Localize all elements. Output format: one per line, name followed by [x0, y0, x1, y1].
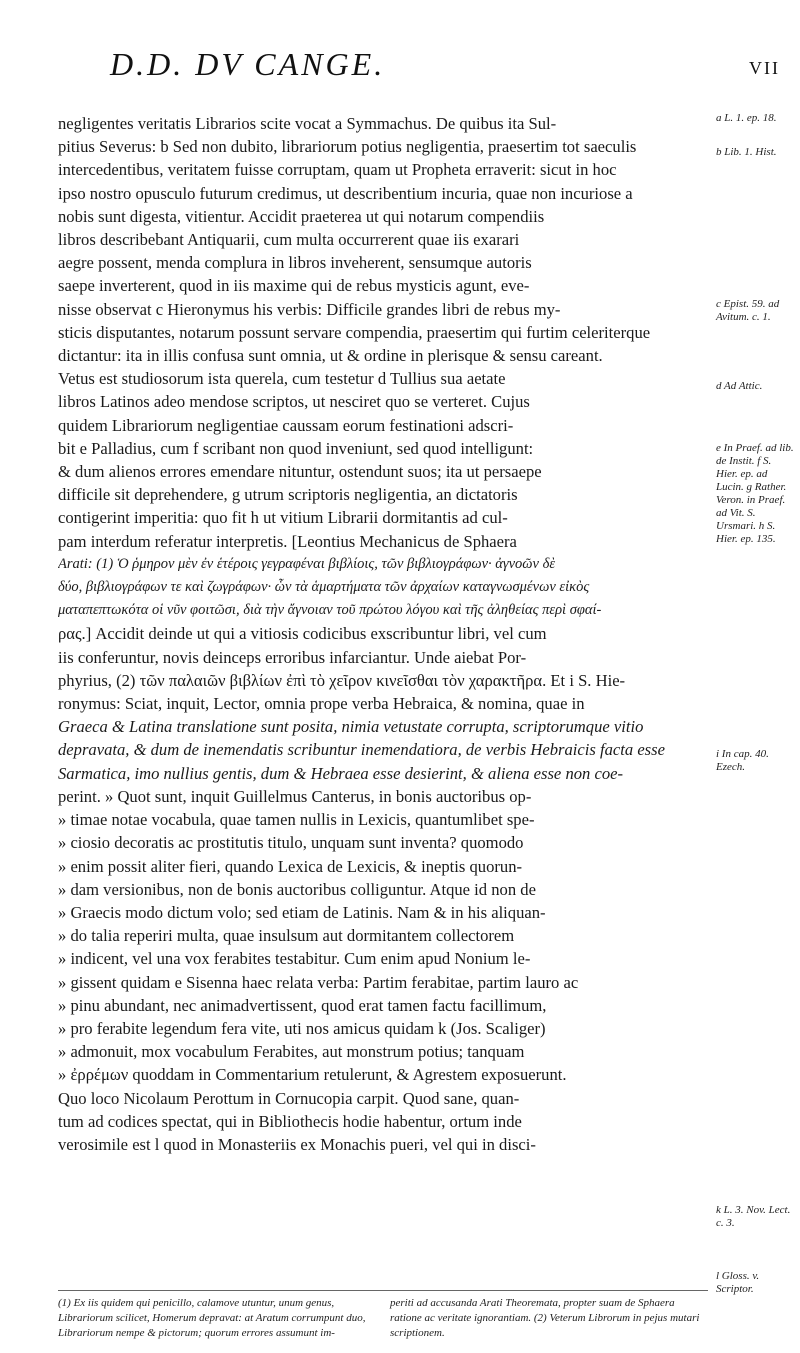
- footnote-column-left: (1) Ex iis quidem qui penicillo, calamove utuntur, unum genus, Librariorum scilicet, Homerum depravat: at Aratum corrumpunt duo, Librariorum nempe & pictorum; quorum errores assumunt im-: [58, 1297, 366, 1339]
- margin-note: a L. 1. ep. 18.: [716, 112, 777, 124]
- text-line: Quo loco Nicolaum Perottum in Cornucopia carpit. Quod sane, quan-: [58, 1088, 520, 1108]
- quote-line: » admonuit, mox vocabulum Ferabites, aut monstrum potius; tanquam: [58, 1042, 525, 1062]
- text-line: pitius Severus: b Sed non dubito, librariorum potius negligentia, praesertim tot saeculis: [58, 137, 637, 157]
- italic-line: Graeca & Latina translatione sunt posita, nimia vetustate corrupta, scriptorumque vitio: [58, 717, 644, 737]
- quote-line: » indicent, vel una vox ferabites testabitur. Cum enim apud Nonium le-: [58, 949, 531, 969]
- text-line: ρας.] Accidit deinde ut qui a vitiosis codicibus exscribuntur libri, vel cum: [58, 624, 547, 644]
- text-line: Vetus est studiosorum ista querela, cum testetur d Tullius sua aetate: [58, 369, 506, 389]
- margin-note: b Lib. 1. Hist.: [716, 146, 777, 158]
- quote-line: » pinu abundant, nec animadvertissent, quod erat tamen factu facillimum,: [58, 995, 547, 1015]
- text-line: perint. » Quot sunt, inquit Guillelmus Canterus, in bonis auctoribus op-: [58, 786, 532, 806]
- quote-line: » enim possit aliter fieri, quando Lexica de Lexicis, & ineptis quorun-: [58, 856, 523, 876]
- text-line: pam interdum referatur interpretis. [Leontius Mechanicus de Sphaera: [58, 531, 517, 551]
- greek-line: δύο, βιβλιογράφων τε καὶ ζωγράφων· ὧν τὰ ἁμαρτήματα τῶν ἀρχαίων καταγνωσμένων εἰκὸς: [58, 579, 590, 596]
- text-line: negligentes veritatis Librarios scite vocat a Symmachus. De quibus ita Sul-: [58, 114, 557, 133]
- margin-note: e In Praef. ad lib. de Instit. f S. Hier. ep. ad Lucin. g Rather. Veron. in Praef. ad Vit. S. Ursmari. h S. Hier. ep. 135.: [716, 442, 794, 545]
- body-paragraph: [58, 112, 708, 1156]
- quote-line: » ciosio decoratis ac prostitutis titulo, unquam sunt inventa? quomodo: [58, 833, 524, 853]
- text-line: dictantur: ita in illis confusa sunt omnia, ut & ordine in plerisque & sensu careant.: [58, 346, 603, 366]
- greek-line: ματαπεπτωκότα οἱ νῦν φοιτῶσι, διὰ τὴν ἄγνοιαν τοῦ πρώτου λόγου καὶ τῆς ἀληθείας περὶ σφαί-: [58, 602, 602, 619]
- main-text: [58, 112, 708, 1156]
- italic-line: depravata, & dum de inemendatis scribuntur inemendatiora, de verbis Hebraicis facta esse: [58, 740, 665, 760]
- quote-line: » do talia reperiri multa, quae insulsum aut dormitantem collectorem: [58, 926, 515, 946]
- text-line: aegre possent, menda complura in libros inveherent, sensumque autoris: [58, 253, 532, 273]
- quote-line: » Graecis modo dictum volo; sed etiam de Latinis. Nam & in his aliquan-: [58, 902, 546, 922]
- footnote-column-right: periti ad accusanda Arati Theoremata, propter suam de Sphaera ratione ac veritate ignorantiam. (2) Veterum Librorum in pejus mutari scriptionem.: [390, 1297, 700, 1339]
- text-line: difficile sit deprehendere, g utrum scriptoris negligentia, an dictatoris: [58, 485, 518, 505]
- greek-line: Arati: (1) Ὁ ῥμηρον μὲν ἐν ἑτέροις γεγραφέναι βιβλίοις, τῶν βιβλιογράφων· ἀγνοῶν δὲ: [58, 555, 556, 572]
- text-line: ipso nostro opusculo futurum credimus, ut describentium incuria, quae non incuriose a: [58, 183, 633, 203]
- text-line: phyrius, (2) τῶν παλαιῶν βιβλίων ἐπὶ τὸ χεῖρον κινεῖσθαι τὸν χαρακτῆρα. Et i S. Hie-: [58, 670, 626, 690]
- text-line: libros Latinos adeo mendose scriptos, ut nesciret quo se verteret. Cujus: [58, 392, 530, 412]
- text-line: bit e Palladius, cum f scribant non quod inveniunt, sed quod intelligunt:: [58, 438, 534, 458]
- text-line: nobis sunt digesta, vitientur. Accidit praeterea ut qui notarum compendiis: [58, 206, 545, 226]
- text-line: & dum alienos errores emendare nituntur, ostendunt suos; ita ut persaepe: [58, 462, 542, 482]
- quote-line: » dam versionibus, non de bonis auctoribus colliguntur. Atque id non de: [58, 879, 536, 899]
- text-line: saepe inverterent, quod in iis maxime qui de rebus mysticis agunt, eve-: [58, 276, 530, 296]
- margin-note: k L. 3. Nov. Lect. c. 3.: [716, 1204, 791, 1229]
- text-line: iis conferuntur, novis deinceps erroribus infarciantur. Unde aiebat Por-: [58, 647, 527, 667]
- text-line: sticis disputantes, notarum possunt servare compendia, praesertim qui furtim celeriterque: [58, 322, 651, 342]
- margin-note: i In cap. 40. Ezech.: [716, 748, 769, 773]
- running-head: [40, 46, 780, 92]
- text-line: ronymus: Sciat, inquit, Lector, omnia prope verba Hebraica, & nomina, quae in: [58, 694, 585, 714]
- margin-note: d Ad Attic.: [716, 380, 763, 392]
- text-line: nisse observat c Hieronymus his verbis: Difficile grandes libri de rebus my-: [58, 299, 561, 319]
- text-line: quidem Librariorum negligentiae caussam eorum festinationi adscri-: [58, 415, 514, 435]
- text-line: tum ad codices spectat, qui in Bibliothecis hodie habentur, ortum inde: [58, 1111, 522, 1131]
- quote-line: » pro ferabite legendum fera vite, uti nos amicus quidam k (Jos. Scaliger): [58, 1018, 546, 1038]
- quote-line: » timae notae vocabula, quae tamen nullis in Lexicis, quantumlibet spe-: [58, 810, 535, 830]
- margin-note: l Gloss. v. Scriptor.: [716, 1270, 760, 1295]
- margin-note: c Epist. 59. ad Avitum. c. 1.: [716, 298, 780, 323]
- text-line: libros describebant Antiquarii, cum multa occurrerent quae iis exarari: [58, 230, 520, 250]
- page-number: VII: [749, 58, 780, 78]
- quote-line: » ἐρρέμων quoddam in Commentarium retulerunt, & Agrestem exposuerunt.: [58, 1065, 567, 1085]
- italic-line: Sarmatica, imo nullius gentis, dum & Hebraea esse desierint, & aliena esse non coe-: [58, 763, 624, 783]
- text-line: intercedentibus, veritatem fuisse corruptam, quam ut Propheta erraverit: sicut in hoc: [58, 160, 617, 180]
- running-head-title: D.D. DV CANGE.: [110, 46, 386, 82]
- text-line: verosimile est l quod in Monasteriis ex Monachis pueri, vel qui in disci-: [58, 1134, 536, 1154]
- quote-line: » gissent quidam e Sisenna haec relata verba: Partim ferabitae, partim lauro ac: [58, 972, 579, 992]
- text-line: contigerint imperitia: quo fit h ut vitium Librarii dormitantis ad cul-: [58, 508, 508, 528]
- footnote-divider: [58, 1290, 708, 1291]
